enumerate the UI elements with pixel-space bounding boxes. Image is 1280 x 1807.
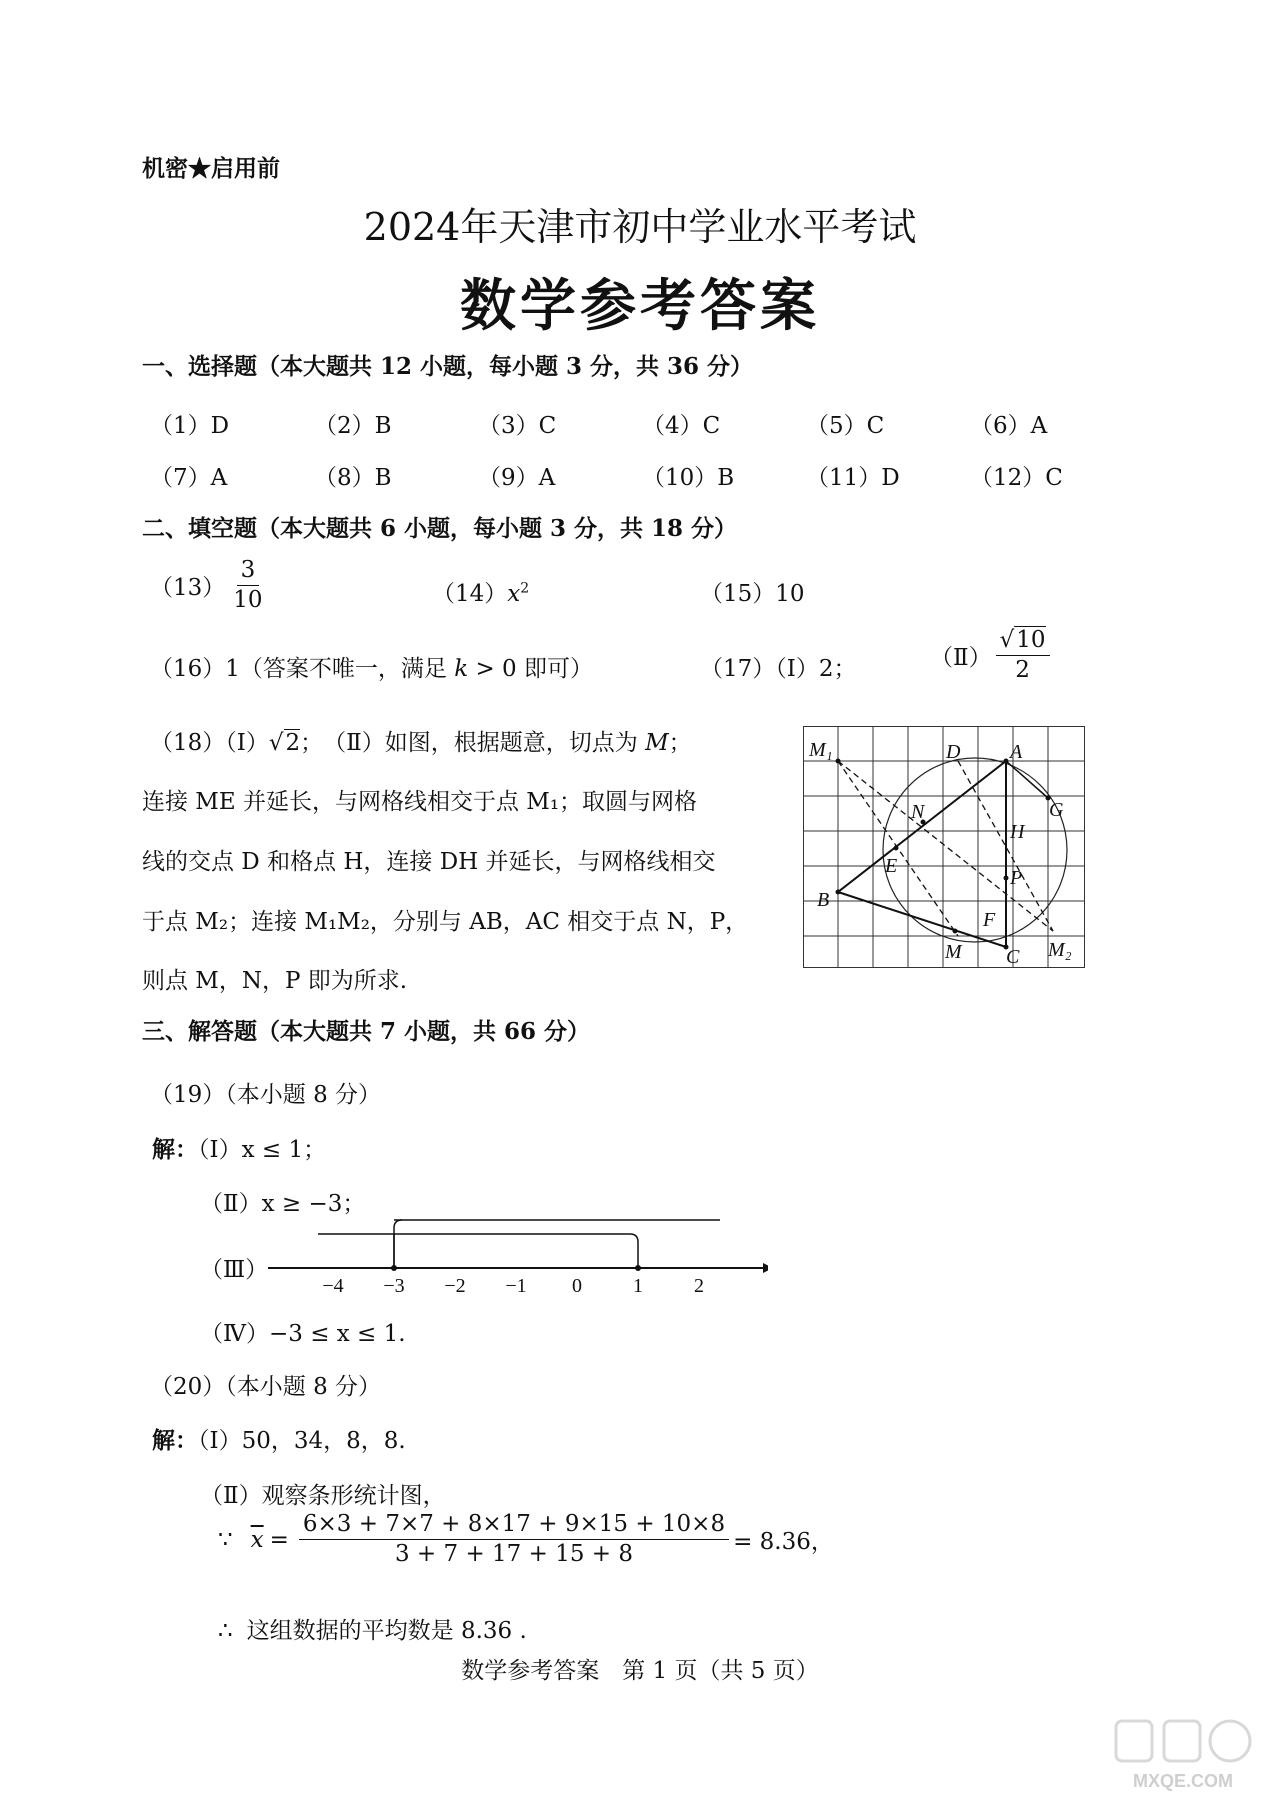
point-1	[635, 1265, 641, 1271]
answer-14-label: （14）	[432, 581, 508, 607]
answer-13	[150, 558, 271, 614]
fraction-denominator: 3 + 7 + 17 + 15 + 8	[394, 1541, 633, 1568]
answer-16	[150, 650, 593, 683]
geometry-grid-figure	[803, 726, 1085, 968]
fraction-numerator: 6×3 + 7×7 + 8×17 + 9×15 + 10×8	[299, 1512, 729, 1540]
therefore-symbol: ∴	[218, 1618, 233, 1644]
triangle-abc	[838, 761, 1006, 947]
label-c: C	[1006, 946, 1020, 968]
label-n: N	[911, 801, 925, 823]
label-m1: M₁	[809, 739, 833, 761]
confidential-label: 机密★启用前	[142, 155, 280, 182]
label-e: E	[885, 855, 898, 877]
line-ag	[1006, 761, 1048, 798]
answer-4: （4）C	[642, 413, 721, 439]
equals-sign: =	[269, 1526, 289, 1553]
answer-11: （11）D	[806, 465, 900, 491]
tick-label: −3	[383, 1275, 405, 1292]
q18-line3: 线的交点 D 和格点 H，连接 DH 并延长，与网格线相交	[142, 849, 716, 875]
fraction-numerator: √10	[996, 628, 1050, 656]
label-p: P	[1010, 867, 1023, 889]
q19-part4: （Ⅳ）−3 ≤ x ≤ 1.	[200, 1321, 406, 1347]
answer-13-label: （13）	[150, 575, 226, 602]
exam-title: 2024年天津市初中学业水平考试	[363, 205, 917, 249]
sqrt-radicand: 10	[1016, 627, 1046, 653]
q19-part1	[152, 1131, 326, 1164]
document-title: 数学参考答案	[460, 273, 820, 339]
label-m2: M₂	[1048, 939, 1072, 961]
q18-part2-text: ； （Ⅱ）如图，根据题意，切点为	[300, 730, 638, 756]
tick-label: −2	[444, 1275, 466, 1292]
grid-lines	[803, 726, 1085, 968]
label-b: B	[817, 889, 830, 911]
answer-7: （7）A	[150, 465, 228, 491]
mean-result: = 8.36，	[733, 1529, 834, 1556]
tick-label: −1	[505, 1275, 527, 1292]
answer-8: （8）B	[314, 465, 392, 491]
tick-label: 0	[572, 1275, 582, 1292]
label-g: G	[1049, 799, 1064, 821]
tick-label: 1	[633, 1275, 643, 1292]
tick-label: 2	[694, 1275, 704, 1292]
q20-part1	[152, 1422, 406, 1455]
answer-13-fraction	[229, 558, 266, 614]
tick-label: −4	[322, 1275, 344, 1292]
q18-sqrt-radicand: 2	[285, 730, 301, 756]
q18-line1: （18）（Ⅰ）√2； （Ⅱ）如图，根据题意，切点为 M；	[150, 730, 692, 756]
answer-14	[432, 575, 529, 608]
answer-2: （2）B	[314, 413, 392, 439]
answer-10: （10）B	[642, 465, 735, 491]
solution-label: 解：	[152, 1136, 198, 1163]
q19-part2: （Ⅱ）x ≥ −3；	[200, 1191, 366, 1217]
label-h: H	[1010, 821, 1025, 843]
answer-16-text: （16）1（答案不唯一，满足	[150, 656, 447, 682]
upper-set-bracket	[318, 1234, 394, 1268]
fraction-numerator: 3	[237, 558, 260, 586]
q19-part3-label: （Ⅲ）	[200, 1257, 269, 1283]
number-line-figure	[268, 1212, 768, 1292]
section3-heading: 三、解答题（本大题共 7 小题，共 66 分）	[142, 1018, 591, 1045]
label-a: A	[1010, 741, 1023, 763]
mean-fraction	[299, 1512, 729, 1568]
answer-14-variable: x	[507, 581, 521, 607]
q20-mean-formula	[218, 1512, 834, 1568]
section2-heading: 二、填空题（本大题共 6 小题，每小题 3 分，共 18 分）	[142, 515, 738, 542]
label-d: D	[946, 741, 961, 763]
q20-part1-text: （Ⅰ）50，34，8，8.	[198, 1428, 406, 1454]
q20-conclusion-text: 这组数据的平均数是 8.36 .	[246, 1618, 527, 1644]
section1-heading: 一、选择题（本大题共 12 小题，每小题 3 分，共 36 分）	[142, 353, 754, 380]
mean-symbol: $\overline{x}$	[250, 1526, 264, 1553]
answer-17-part2-label: （Ⅱ）	[930, 645, 992, 672]
answer-3: （3）C	[478, 413, 557, 439]
q20-part2: （Ⅱ）观察条形统计图，	[200, 1483, 446, 1509]
answer-16-condition: > 0 即可）	[475, 656, 593, 682]
q18-line4: 于点 M₂；连接 M₁M₂，分别与 AB，AC 相交于点 N，P，	[142, 909, 749, 935]
page-footer: 数学参考答案 第 1 页（共 5 页）	[461, 1658, 819, 1684]
q18-part1-label: （18）（Ⅰ）	[150, 730, 269, 756]
answer-6: （6）A	[970, 413, 1048, 439]
q19-part1-text: （Ⅰ）x ≤ 1；	[198, 1137, 327, 1163]
q18-semicolon: ；	[668, 730, 692, 756]
answer-17-part2	[930, 628, 1054, 684]
q20-title: （20）（本小题 8 分）	[150, 1374, 382, 1400]
answer-17-part1: （17）（Ⅰ）2；	[700, 656, 857, 682]
label-m: M	[945, 941, 962, 963]
arrow-icon	[763, 1263, 768, 1273]
q18-point-m: M	[645, 730, 669, 756]
label-f: F	[983, 909, 996, 931]
answer-1: （1）D	[150, 413, 230, 439]
answer-16-k: k	[454, 656, 469, 682]
watermark-logo	[1108, 1715, 1258, 1793]
dashed-m1-m2	[838, 761, 1053, 931]
le-1-bracket	[394, 1234, 638, 1268]
answer-9: （9）A	[478, 465, 556, 491]
answer-15: （15）10	[700, 581, 805, 607]
q20-conclusion	[218, 1612, 527, 1645]
fraction-denominator: 2	[1015, 657, 1030, 684]
watermark-logo-art	[1116, 1721, 1250, 1761]
answer-17-fraction	[996, 628, 1050, 684]
q19-title: （19）（本小题 8 分）	[150, 1082, 382, 1108]
watermark-text: MXQE.COM	[1132, 1771, 1234, 1791]
fraction-denominator: 10	[233, 587, 263, 614]
q18-line2: 连接 ME 并延长，与网格线相交于点 M₁；取圆与网格	[142, 789, 698, 815]
because-symbol: ∵	[218, 1526, 233, 1553]
q18-line5: 则点 M，N，P 即为所求.	[142, 968, 408, 994]
answer-12: （12）C	[970, 465, 1063, 491]
answer-5: （5）C	[806, 413, 885, 439]
solution-label: 解：	[152, 1427, 198, 1454]
answer-14-exponent: 2	[520, 580, 530, 597]
point-minus3	[391, 1265, 397, 1271]
ge-minus3-bracket	[394, 1220, 402, 1268]
